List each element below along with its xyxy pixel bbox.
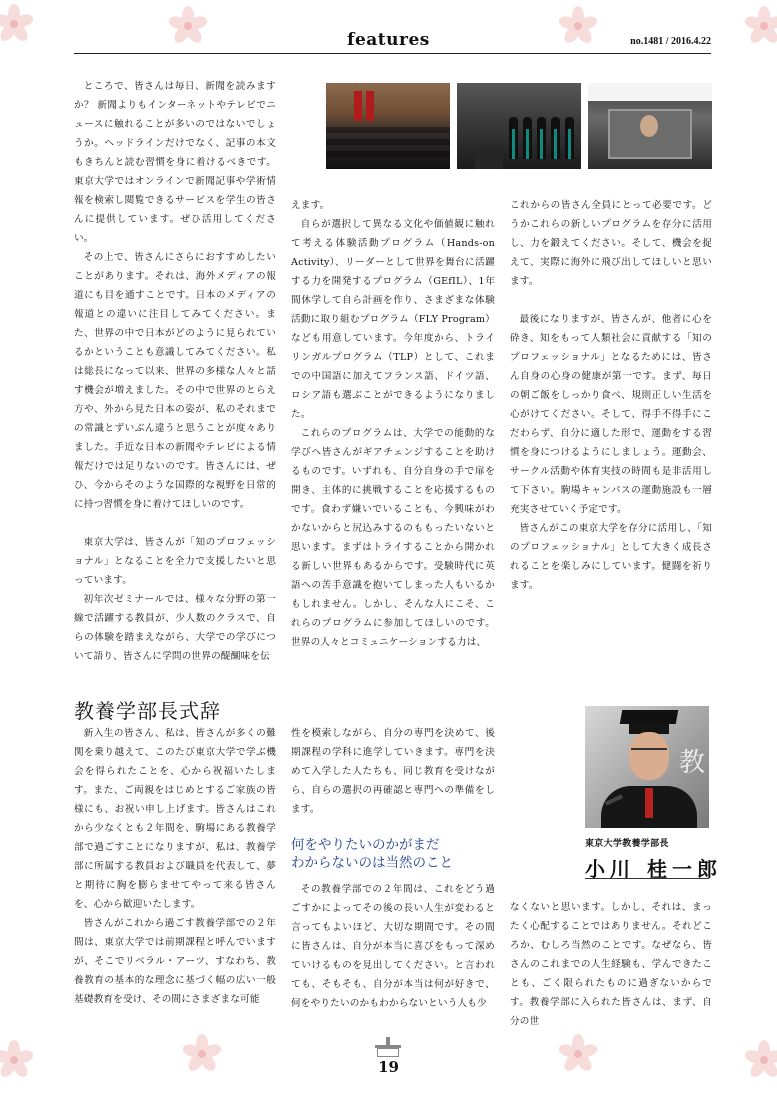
paragraph: ところで、皆さんは毎日、新聞を読みますか？ 新聞よりもインターネットやテレビでニュースに触れることが多いのではないでしょうか。ヘッドラインだけでなく、記事の本文もきちんと読む習慣を身に着けるべきです。東京大学ではオンラインで新聞記事や学術情報を検索し閲覧できるサービスを学生の皆さんに提供しています。ぜひ活用してください。 [74,81,276,244]
blossom-core [574,22,582,30]
subhead-line: わからないのは当然のこと [291,855,453,871]
ceremony-hall-photo [326,83,450,169]
article-column-2 [291,196,495,652]
paragraph: 皆さんがこの東京大学を存分に活用し、「知のプロフェッショナル」として大きく成長されることを楽しみにしています。健闘を祈ります。 [510,523,712,591]
paragraph: その上で、皆さんにさらにおすすめしたいことがあります。それは、海外メディアの報道にも目を通すことです。日本のメディアの報道との違いに注目してみてください。また、世界の中で日本がどのように見られているかということも意識してみてください。私は総長になって以来、世界の多様な人々と話す機会が増えました。その中で世界のとらえ方や、外から見た日本の姿が、私のそれまでの常識とずいぶん違うと思うことが度々ありました。手近な日本の新聞やテレビによる情報だけでは足りないのです。皆さんには、ぜひ、今からそのような国際的な視野を日常的に持つ習慣を身に着けてほしいのです。 [74,252,276,510]
blossom-core [760,22,768,30]
name-underline [585,878,709,879]
university-building-icon [375,1037,401,1057]
paragraph: 性を模索しながら、自分の専門を決めて、後期課程の学科に進学していきます。専門を決めて入学した人たちも、同じ教育を受けながら、自らの選択の再確認と専門への準備をします。 [291,728,495,815]
portrait-background-text: 教 [678,748,705,778]
dean-portrait-photo [585,706,709,828]
article-column-1 [74,77,276,666]
paragraph: えます。 [291,200,330,211]
paragraph: これらのプログラムは、大学での能動的な学びへ皆さんがギアチェンジすることを助けるものです。いずれも、自分自身の手で扉を開き、主体的に挑戦することを応援するものです。食わず嫌いでいることも、今興味がわかないからと尻込みするのももったいないと思います。まずはトライすることから開かれる新しい世界もあるからです。受験時代に英語への苦手意識を抱いてしまった人もいるかもしれません。しかし、そんな人にこそ、これらのプログラムに参加してほしいのです。世界の人々とコミュニケーションする力は、 [291,428,495,648]
page-number: 19 [378,1058,399,1076]
speaker-name: 小川 桂一郎 [585,857,722,881]
paragraph: 皆さんがこれから過ごす教養学部での２年間は、東京大学では前期課程と呼んでいますが、そこでリベラル・アーツ、すなわち、教養教育の基本的な理念に基づく幅の広い一般基礎教育を受け、その間にさまざまな可能 [74,918,276,1005]
paragraph: これからの皆さん全員にとって必要です。どうかこれらの新しいプログラムを存分に活用し、力を鍛えてください。そして、機会を捉えて、実際に海外に飛び出してほしいと思います。 [510,200,712,287]
speaker-role: 東京大学教養学部長 [585,839,669,849]
subhead-line: 何をやりたいのかがまだ [291,837,440,853]
blossom-core [574,1050,582,1058]
section-title: 教養学部長式辞 [74,699,221,723]
paragraph: 東京大学は、皆さんが「知のプロフェッショナル」となることを全力で支援したいと思っています。 [74,537,276,586]
header-rule [74,53,711,54]
address-column-3 [510,898,712,1031]
paragraph: 新入生の皆さん、私は、皆さんが多くの難関を乗り越えて、このたび東京大学で学ぶ機会を得られたことを、心から祝福いたします。また、ご両親をはじめとするご家族の皆様にも、お祝い申し上げます。皆さんはこれから少なくとも２年間を、駒場にある教養学部で過ごすことになりますが、私は、教養学部に所属する教員および職員を代表して、夢と期待に胸を膨らませてやって来る皆さんを、心から歓迎いたします。 [74,728,276,910]
faculty-on-stage-photo [457,83,581,169]
article-column-3 [510,196,712,595]
section-subhead [291,836,453,872]
paragraph: その教養学部での２年間は、これをどう過ごすかによってその後の長い人生が変わると言ってもよいほど、大切な期間です。その間に皆さんは、自分が本当に喜びをもって深めていけるものを見出してください。と言われても、そもそも、自分が本当は何が好きで、何をやりたいのかもわからないという人も少 [291,884,495,1009]
paragraph: 初年次ゼミナールでは、様々な分野の第一線で活躍する教員が、少人数のクラスで、自らの体験を踏まえながら、大学での学びについて語り、皆さんに学問の世界の醍醐味を伝 [74,594,276,662]
address-column-2-top [291,724,495,819]
issue-number: no.1481 / 2016.4.22 [630,36,711,47]
speaker-screen-photo [588,83,712,169]
paragraph: 自らが選択して異なる文化や価値観に触れて考える体験活動プログラム（Hands-on Activity）、リーダーとして世界を舞台に活躍する力を開発するプログラム（GEfIL）、1年間休学して自ら計画を作り、さまざまな体験活動に取り組むプログラム（FLY Program）なども用意しています。今年度から、トライリンガルプログラム（TLP）として、これまでの中国語に加えてフランス語、ドイツ語、ロシア語も選ぶことができるようになりました。 [291,219,495,420]
address-column-1 [74,724,276,1009]
paragraph: なくないと思います。しかし、それは、まったく心配することではありません。それどころか、むしろ当然のことです。なぜなら、皆さんのこれまでの人生経験も、学んできたことも、ごく限られたものに過ぎないからです。教養学部に入られた皆さんは、まず、自分の世 [510,902,712,1027]
address-column-2-bottom [291,880,495,1013]
paragraph: 最後になりますが、皆さんが、他者に心を砕き、知をもって人類社会に貢献する「知のプロフェッショナル」となるためには、皆さん自身の心身の健康が第一です。まず、毎日の朝ご飯をしっかり食べ、規則正しい生活を心がけてください。そして、得手不得手にこだわらず、自分に適した形で、運動をする習慣を身につけるようにしましょう。運動会、サークル活動や体育実技の時間も是非活用して下さい。駒場キャンパスの運動施設も一層充実させていく予定です。 [510,314,712,515]
page-header-title: features [347,30,430,50]
blossom-core [184,22,192,30]
blossom-core [10,20,18,28]
blossom-core [198,1050,206,1058]
